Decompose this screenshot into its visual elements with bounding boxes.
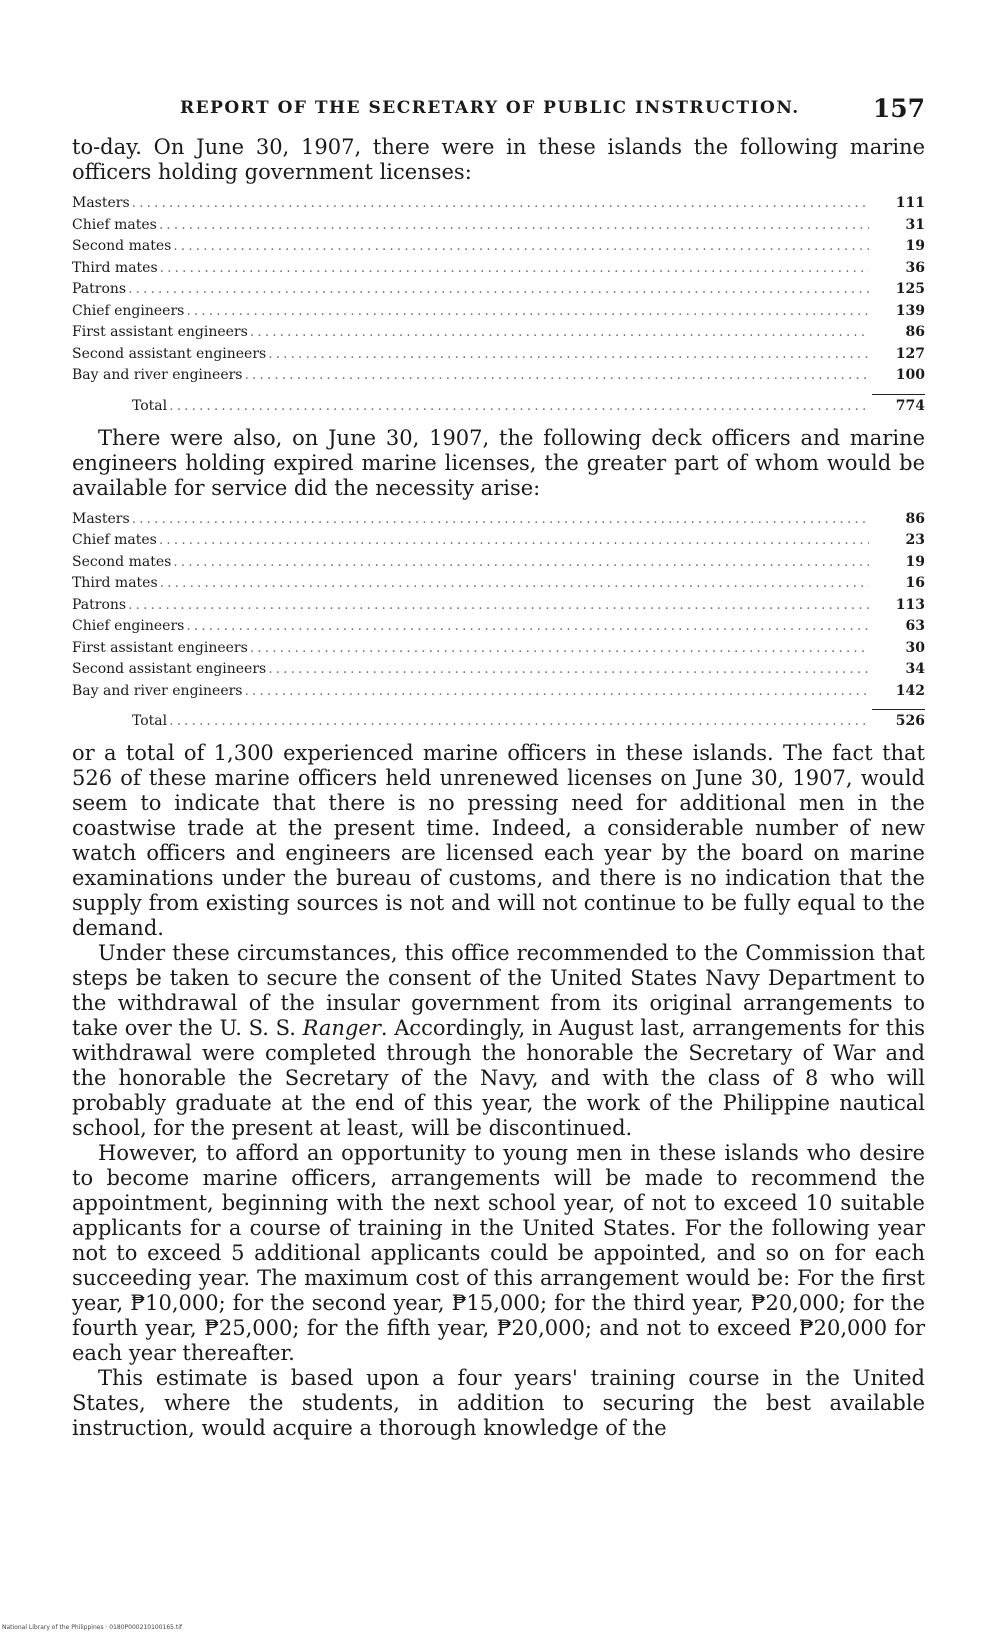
table-row — [72, 195, 925, 217]
row-label: Third mates — [72, 575, 158, 591]
table-row — [72, 367, 925, 389]
table-row — [72, 683, 925, 705]
row-label: Masters — [72, 195, 130, 211]
page-body — [72, 135, 925, 1441]
row-value: 36 — [905, 259, 925, 276]
paragraph-cost: However, to afford an opportunity to young men in these islands who desire to become marine officers, arrangements will be made to recommend the appointment, beginning with the next school year, of not to exceed 10 suitable applicants for a course of training in the United States. For the following year not to exceed 5 additional applicants could be appointed, and so on for each succeeding year. The maximum cost of this arrangement would be: For the first year, ₱10,000; for the second year, ₱15,000; for the third year, ₱20,000; for the fourth year, ₱25,000; for the fifth year, ₱20,000; and not to exceed ₱20,000 for each year thereafter. — [72, 1141, 925, 1365]
row-label: First assistant engineers — [72, 324, 248, 340]
licensed-officers-table — [72, 195, 925, 422]
table-row — [72, 511, 925, 533]
table-row — [72, 281, 925, 303]
row-value: 23 — [905, 532, 925, 548]
table-row — [72, 303, 925, 325]
paragraph-estimate: This estimate is based upon a four years' training course in the United States, where the students, in addition to securing the best available instruction, would acquire a thorough knowledge of the — [72, 1366, 925, 1440]
row-value: 113 — [895, 596, 925, 613]
row-value: 30 — [905, 639, 925, 656]
table-row — [72, 260, 925, 282]
expired-licenses-table — [72, 511, 925, 738]
total-value: 774 — [895, 397, 925, 414]
table-row — [72, 640, 925, 662]
table-total-row — [72, 713, 925, 737]
table-row — [72, 575, 925, 597]
table-row — [72, 661, 925, 683]
row-label: Second assistant engineers — [72, 345, 267, 362]
sum-rule — [872, 394, 925, 395]
row-label: Bay and river engineers — [72, 367, 243, 383]
total-label: Total — [132, 397, 168, 414]
row-value: 16 — [905, 575, 925, 591]
row-value: 100 — [895, 367, 925, 383]
row-value: 31 — [905, 216, 925, 233]
row-value: 19 — [905, 238, 925, 254]
row-label: Chief engineers — [72, 302, 185, 319]
row-value: 86 — [905, 324, 925, 340]
row-value: 142 — [895, 682, 925, 699]
sum-rule — [872, 709, 925, 710]
table-row — [72, 532, 925, 554]
ship-name: Ranger — [302, 1016, 381, 1040]
table-total-row — [72, 398, 925, 422]
page-header — [180, 88, 925, 128]
row-value: 139 — [895, 302, 925, 319]
row-label: Patrons — [72, 281, 127, 297]
row-label: Masters — [72, 510, 130, 527]
row-value: 86 — [905, 510, 925, 527]
row-label: First assistant engineers — [72, 639, 248, 656]
row-label: Second mates — [72, 238, 172, 254]
row-value: 111 — [895, 195, 925, 211]
table-row — [72, 238, 925, 260]
intro-paragraph: to-day. On June 30, 1907, there were in these islands the following marine officers holding government licenses: — [72, 135, 925, 184]
running-title: REPORT OF THE SECRETARY OF PUBLIC INSTRUCTION. — [180, 98, 800, 118]
total-value: 526 — [895, 713, 925, 729]
row-value: 127 — [895, 345, 925, 362]
total-label: Total — [132, 713, 168, 729]
row-value: 63 — [905, 618, 925, 634]
paragraph-recommendation: Under these circumstances, this office recommended to the Commission that steps be taken to secure the consent of the United States Navy Department to the withdrawal of the insular government from its original arrangements to take over the U. S. S. Ranger. Accordingly, in August last, arrangements for this withdrawal were completed through the honorable the Secretary of War and the honorable the Secretary of the Navy, and with the class of 8 who will probably graduate at the end of this year, the work of the Philippine nautical school, for the present at least, will be discontinued. — [72, 941, 925, 1140]
row-label: Chief mates — [72, 216, 157, 233]
table-row — [72, 597, 925, 619]
row-label: Chief engineers — [72, 618, 185, 634]
table-row — [72, 324, 925, 346]
row-value: 125 — [895, 281, 925, 297]
table-row — [72, 554, 925, 576]
page-number: 157 — [872, 93, 925, 123]
paragraph-total-officers: or a total of 1,300 experienced marine officers in these islands. The fact that 526 of these marine officers held unrenewed licenses on June 30, 1907, would seem to indicate that there is no pressing need for additional men in the coastwise trade at the present time. Indeed, a considerable number of new watch officers and engineers are licensed each year by the board on marine examinations under the bureau of customs, and there is no indication that the supply from existing sources is not and will not continue to be fully equal to the demand. — [72, 741, 925, 940]
row-label: Chief mates — [72, 532, 157, 548]
table-row — [72, 346, 925, 368]
row-value: 19 — [905, 553, 925, 570]
table-row — [72, 217, 925, 239]
table-row — [72, 618, 925, 640]
row-value: 34 — [905, 661, 925, 677]
scan-footer: National Library of the Philippines · 0180P000210100165.tif — [2, 1624, 183, 1631]
row-label: Second mates — [72, 553, 172, 570]
row-label: Second assistant engineers — [72, 661, 267, 677]
row-label: Bay and river engineers — [72, 682, 243, 699]
row-label: Patrons — [72, 596, 127, 613]
middle-paragraph: There were also, on June 30, 1907, the following deck officers and marine engineers holding expired marine licenses, the greater part of whom would be available for service did the necessity arise: — [72, 425, 925, 500]
row-label: Third mates — [72, 259, 158, 276]
